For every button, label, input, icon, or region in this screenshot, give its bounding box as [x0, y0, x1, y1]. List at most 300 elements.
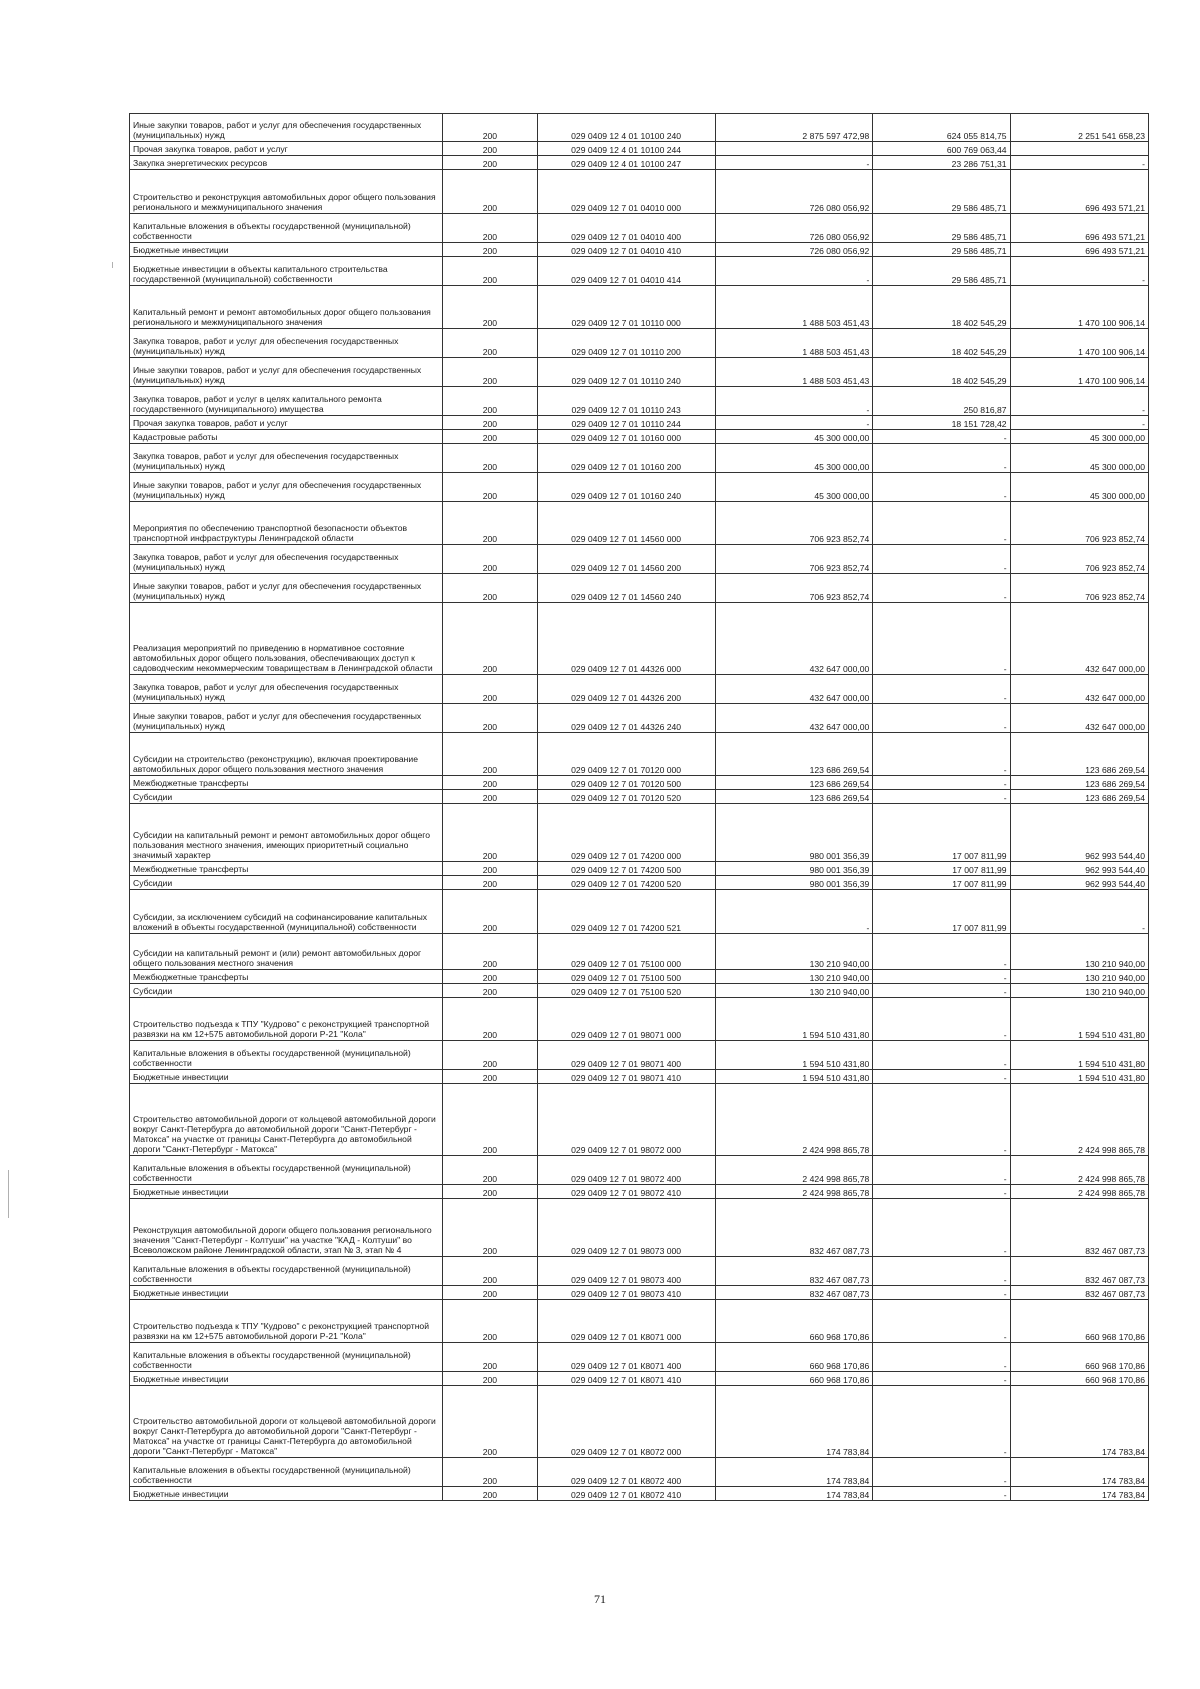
row-name-cell: Строительство и реконструкция автомобильных дорог общего пользования регионального и межмуниципального значения: [130, 170, 443, 214]
row-classifier-cell: 029 0409 12 7 01 10110 243: [537, 387, 715, 416]
row-code-cell: 200: [443, 444, 537, 473]
row-code-cell: 200: [443, 1300, 537, 1343]
table-row: [130, 934, 1149, 970]
row-remaining-amount-cell: 432 647 000,00: [1010, 603, 1148, 675]
row-remaining-amount-cell: 1 594 510 431,80: [1010, 1041, 1148, 1070]
row-approved-amount-cell: -: [715, 257, 873, 286]
row-code-cell: 200: [443, 170, 537, 214]
row-executed-amount-cell: -: [873, 970, 1010, 984]
row-executed-amount-cell: -: [873, 574, 1010, 603]
table-row: [130, 574, 1149, 603]
table-row: [130, 776, 1149, 790]
row-name-cell: Строительство подъезда к ТПУ "Кудрово" с реконструкцией транспортной развязки на км 12+575 автомобильной дороги Р-21 "Кола": [130, 998, 443, 1041]
table-row: [130, 890, 1149, 934]
row-executed-amount-cell: -: [873, 1185, 1010, 1199]
row-name-cell: Бюджетные инвестиции в объекты капитального строительства государственной (муниципальной) собственности: [130, 257, 443, 286]
row-code-cell: 200: [443, 876, 537, 890]
row-remaining-amount-cell: 660 968 170,86: [1010, 1343, 1148, 1372]
row-name-cell: Закупка товаров, работ и услуг для обеспечения государственных (муниципальных) нужд: [130, 444, 443, 473]
row-classifier-cell: 029 0409 12 4 01 10100 247: [537, 156, 715, 170]
row-remaining-amount-cell: -: [1010, 257, 1148, 286]
table-row: [130, 1386, 1149, 1458]
row-classifier-cell: 029 0409 12 7 01 04010 410: [537, 243, 715, 257]
row-approved-amount-cell: 432 647 000,00: [715, 675, 873, 704]
row-executed-amount-cell: -: [873, 1199, 1010, 1257]
row-name-cell: Закупка товаров, работ и услуг для обеспечения государственных (муниципальных) нужд: [130, 329, 443, 358]
row-approved-amount-cell: 432 647 000,00: [715, 603, 873, 675]
row-executed-amount-cell: -: [873, 1286, 1010, 1300]
table-row: [130, 1286, 1149, 1300]
row-remaining-amount-cell: 832 467 087,73: [1010, 1257, 1148, 1286]
row-executed-amount-cell: -: [873, 1300, 1010, 1343]
row-code-cell: 200: [443, 574, 537, 603]
table-row: [130, 243, 1149, 257]
row-approved-amount-cell: 980 001 356,39: [715, 862, 873, 876]
row-code-cell: 200: [443, 416, 537, 430]
row-executed-amount-cell: -: [873, 473, 1010, 502]
row-name-cell: Субсидии на строительство (реконструкцию), включая проектирование автомобильных дорог общего пользования местного значения: [130, 733, 443, 776]
row-code-cell: 200: [443, 1199, 537, 1257]
row-executed-amount-cell: -: [873, 1156, 1010, 1185]
row-code-cell: 200: [443, 998, 537, 1041]
row-classifier-cell: 029 0409 12 7 01 75100 500: [537, 970, 715, 984]
row-name-cell: Капитальные вложения в объекты государственной (муниципальной) собственности: [130, 1257, 443, 1286]
row-classifier-cell: 029 0409 12 7 01 74200 520: [537, 876, 715, 890]
row-remaining-amount-cell: 1 470 100 906,14: [1010, 286, 1148, 329]
row-executed-amount-cell: -: [873, 1084, 1010, 1156]
row-executed-amount-cell: 250 816,87: [873, 387, 1010, 416]
row-name-cell: Строительство автомобильной дороги от кольцевой автомобильной дороги вокруг Санкт-Петербурга до автомобильной дороги "Санкт-Петербург - Матокса" на участке от границы Санкт-Петербурга до автомобильной дороги "Санкт-Петербург - Матокса": [130, 1084, 443, 1156]
row-executed-amount-cell: -: [873, 502, 1010, 545]
row-code-cell: 200: [443, 1084, 537, 1156]
budget-execution-table: [129, 113, 1149, 1501]
row-remaining-amount-cell: 696 493 571,21: [1010, 214, 1148, 243]
row-code-cell: 200: [443, 1458, 537, 1487]
row-classifier-cell: 029 0409 12 4 01 10100 240: [537, 114, 715, 142]
table-row: [130, 214, 1149, 243]
row-name-cell: Субсидии: [130, 984, 443, 998]
row-classifier-cell: 029 0409 12 7 01 14560 200: [537, 545, 715, 574]
table-row: [130, 970, 1149, 984]
row-name-cell: Иные закупки товаров, работ и услуг для обеспечения государственных (муниципальных) нужд: [130, 473, 443, 502]
row-remaining-amount-cell: 174 783,84: [1010, 1487, 1148, 1501]
row-code-cell: 200: [443, 1487, 537, 1501]
row-name-cell: Капитальный ремонт и ремонт автомобильных дорог общего пользования регионального и межмуниципального значения: [130, 286, 443, 329]
row-approved-amount-cell: 123 686 269,54: [715, 790, 873, 804]
table-row: [130, 1041, 1149, 1070]
row-executed-amount-cell: -: [873, 545, 1010, 574]
row-executed-amount-cell: -: [873, 603, 1010, 675]
table-row: [130, 358, 1149, 387]
row-remaining-amount-cell: 45 300 000,00: [1010, 444, 1148, 473]
table-row: [130, 114, 1149, 142]
table-row: [130, 286, 1149, 329]
row-code-cell: 200: [443, 502, 537, 545]
row-approved-amount-cell: 2 424 998 865,78: [715, 1084, 873, 1156]
row-remaining-amount-cell: 660 968 170,86: [1010, 1372, 1148, 1386]
row-approved-amount-cell: 1 594 510 431,80: [715, 998, 873, 1041]
row-classifier-cell: 029 0409 12 7 01 44326 200: [537, 675, 715, 704]
row-code-cell: 200: [443, 214, 537, 243]
row-name-cell: Прочая закупка товаров, работ и услуг: [130, 416, 443, 430]
row-classifier-cell: 029 0409 12 7 01 10160 200: [537, 444, 715, 473]
row-code-cell: 200: [443, 1372, 537, 1386]
row-classifier-cell: 029 0409 12 7 01 14560 240: [537, 574, 715, 603]
row-remaining-amount-cell: 130 210 940,00: [1010, 984, 1148, 998]
row-code-cell: 200: [443, 1041, 537, 1070]
table-row: [130, 733, 1149, 776]
row-executed-amount-cell: -: [873, 1070, 1010, 1084]
table-row: [130, 545, 1149, 574]
table-row: [130, 502, 1149, 545]
row-name-cell: Закупка товаров, работ и услуг для обеспечения государственных (муниципальных) нужд: [130, 675, 443, 704]
table-row: [130, 387, 1149, 416]
row-classifier-cell: 029 0409 12 7 01 75100 520: [537, 984, 715, 998]
row-name-cell: Прочая закупка товаров, работ и услуг: [130, 142, 443, 156]
row-name-cell: Закупка товаров, работ и услуг для обеспечения государственных (муниципальных) нужд: [130, 545, 443, 574]
row-remaining-amount-cell: 432 647 000,00: [1010, 704, 1148, 733]
row-approved-amount-cell: 174 783,84: [715, 1386, 873, 1458]
row-classifier-cell: 029 0409 12 7 01 74200 000: [537, 804, 715, 862]
row-executed-amount-cell: -: [873, 704, 1010, 733]
row-code-cell: 200: [443, 862, 537, 876]
row-name-cell: Бюджетные инвестиции: [130, 1372, 443, 1386]
row-classifier-cell: 029 0409 12 7 01 74200 500: [537, 862, 715, 876]
table-row: [130, 1343, 1149, 1372]
table-row: [130, 1199, 1149, 1257]
row-classifier-cell: 029 0409 12 7 01 44326 000: [537, 603, 715, 675]
row-remaining-amount-cell: 832 467 087,73: [1010, 1286, 1148, 1300]
row-classifier-cell: 029 0409 12 7 01 75100 000: [537, 934, 715, 970]
row-executed-amount-cell: -: [873, 1343, 1010, 1372]
table-row: [130, 329, 1149, 358]
row-remaining-amount-cell: 962 993 544,40: [1010, 862, 1148, 876]
row-approved-amount-cell: 130 210 940,00: [715, 970, 873, 984]
row-code-cell: 200: [443, 387, 537, 416]
row-approved-amount-cell: 660 968 170,86: [715, 1372, 873, 1386]
row-executed-amount-cell: 18 402 545,29: [873, 358, 1010, 387]
row-remaining-amount-cell: 130 210 940,00: [1010, 970, 1148, 984]
row-executed-amount-cell: -: [873, 998, 1010, 1041]
row-code-cell: 200: [443, 286, 537, 329]
row-approved-amount-cell: 706 923 852,74: [715, 574, 873, 603]
row-name-cell: Иные закупки товаров, работ и услуг для обеспечения государственных (муниципальных) нужд: [130, 704, 443, 733]
row-remaining-amount-cell: 962 993 544,40: [1010, 876, 1148, 890]
table-row: [130, 675, 1149, 704]
row-code-cell: 200: [443, 329, 537, 358]
table-row: [130, 1458, 1149, 1487]
row-executed-amount-cell: 18 151 728,42: [873, 416, 1010, 430]
row-code-cell: 200: [443, 984, 537, 998]
row-approved-amount-cell: -: [715, 387, 873, 416]
row-code-cell: 200: [443, 776, 537, 790]
table-row: [130, 984, 1149, 998]
row-remaining-amount-cell: 130 210 940,00: [1010, 934, 1148, 970]
row-classifier-cell: 029 0409 12 7 01 К8071 400: [537, 1343, 715, 1372]
row-classifier-cell: 029 0409 12 7 01 98072 000: [537, 1084, 715, 1156]
row-code-cell: 200: [443, 1185, 537, 1199]
row-classifier-cell: 029 0409 12 7 01 14560 000: [537, 502, 715, 545]
row-approved-amount-cell: 726 080 056,92: [715, 214, 873, 243]
row-executed-amount-cell: -: [873, 1487, 1010, 1501]
row-code-cell: 200: [443, 733, 537, 776]
row-code-cell: 200: [443, 1257, 537, 1286]
row-classifier-cell: 029 0409 12 7 01 04010 414: [537, 257, 715, 286]
row-approved-amount-cell: 174 783,84: [715, 1487, 873, 1501]
row-code-cell: 200: [443, 970, 537, 984]
row-classifier-cell: 029 0409 12 7 01 98072 400: [537, 1156, 715, 1185]
table-row: [130, 473, 1149, 502]
row-code-cell: 200: [443, 142, 537, 156]
row-classifier-cell: 029 0409 12 4 01 10100 244: [537, 142, 715, 156]
row-remaining-amount-cell: 1 594 510 431,80: [1010, 998, 1148, 1041]
row-name-cell: Иные закупки товаров, работ и услуг для обеспечения государственных (муниципальных) нужд: [130, 114, 443, 142]
row-executed-amount-cell: 17 007 811,99: [873, 804, 1010, 862]
row-remaining-amount-cell: 696 493 571,21: [1010, 170, 1148, 214]
row-name-cell: Субсидии на капитальный ремонт и (или) ремонт автомобильных дорог общего пользования местного значения: [130, 934, 443, 970]
row-classifier-cell: 029 0409 12 7 01 10160 240: [537, 473, 715, 502]
table-row: [130, 1372, 1149, 1386]
row-executed-amount-cell: 29 586 485,71: [873, 170, 1010, 214]
row-approved-amount-cell: 45 300 000,00: [715, 444, 873, 473]
row-name-cell: Строительство автомобильной дороги от кольцевой автомобильной дороги вокруг Санкт-Петербурга до автомобильной дороги "Санкт-Петербург - Матокса" на участке от границы Санкт-Петербурга до автомобильной дороги "Санкт-Петербург - Матокса": [130, 1386, 443, 1458]
row-remaining-amount-cell: 432 647 000,00: [1010, 675, 1148, 704]
row-classifier-cell: 029 0409 12 7 01 70120 000: [537, 733, 715, 776]
row-approved-amount-cell: 1 488 503 451,43: [715, 329, 873, 358]
row-remaining-amount-cell: 2 424 998 865,78: [1010, 1156, 1148, 1185]
row-classifier-cell: 029 0409 12 7 01 70120 520: [537, 790, 715, 804]
row-remaining-amount-cell: 706 923 852,74: [1010, 574, 1148, 603]
row-classifier-cell: 029 0409 12 7 01 98071 000: [537, 998, 715, 1041]
row-executed-amount-cell: -: [873, 934, 1010, 970]
row-executed-amount-cell: 600 769 063,44: [873, 142, 1010, 156]
row-approved-amount-cell: -: [715, 156, 873, 170]
row-approved-amount-cell: 980 001 356,39: [715, 876, 873, 890]
row-approved-amount-cell: 45 300 000,00: [715, 473, 873, 502]
row-classifier-cell: 029 0409 12 7 01 К8072 410: [537, 1487, 715, 1501]
table-row: [130, 1257, 1149, 1286]
row-executed-amount-cell: 17 007 811,99: [873, 890, 1010, 934]
row-name-cell: Капитальные вложения в объекты государственной (муниципальной) собственности: [130, 1343, 443, 1372]
row-remaining-amount-cell: 2 424 998 865,78: [1010, 1185, 1148, 1199]
row-approved-amount-cell: 1 488 503 451,43: [715, 286, 873, 329]
row-code-cell: 200: [443, 358, 537, 387]
row-remaining-amount-cell: 2 424 998 865,78: [1010, 1084, 1148, 1156]
table-row: [130, 862, 1149, 876]
row-approved-amount-cell: 174 783,84: [715, 1458, 873, 1487]
table-row: [130, 1487, 1149, 1501]
row-code-cell: 200: [443, 704, 537, 733]
row-classifier-cell: 029 0409 12 7 01 98073 400: [537, 1257, 715, 1286]
row-approved-amount-cell: 660 968 170,86: [715, 1300, 873, 1343]
row-executed-amount-cell: 29 586 485,71: [873, 243, 1010, 257]
row-name-cell: Субсидии: [130, 876, 443, 890]
row-approved-amount-cell: 706 923 852,74: [715, 502, 873, 545]
row-executed-amount-cell: -: [873, 1257, 1010, 1286]
row-executed-amount-cell: -: [873, 1386, 1010, 1458]
row-name-cell: Субсидии, за исключением субсидий на софинансирование капитальных вложений в объекты государственной (муниципальной) собственности: [130, 890, 443, 934]
row-remaining-amount-cell: -: [1010, 890, 1148, 934]
row-code-cell: 200: [443, 1286, 537, 1300]
row-code-cell: 200: [443, 114, 537, 142]
row-code-cell: 200: [443, 156, 537, 170]
row-classifier-cell: 029 0409 12 7 01 10110 240: [537, 358, 715, 387]
row-executed-amount-cell: -: [873, 430, 1010, 444]
table-row: [130, 1300, 1149, 1343]
row-code-cell: 200: [443, 603, 537, 675]
row-code-cell: 200: [443, 1386, 537, 1458]
scan-artifact: [8, 1170, 9, 1218]
row-code-cell: 200: [443, 804, 537, 862]
row-approved-amount-cell: 2 424 998 865,78: [715, 1156, 873, 1185]
table-body: [130, 114, 1149, 1501]
row-remaining-amount-cell: 123 686 269,54: [1010, 776, 1148, 790]
row-approved-amount-cell: -: [715, 890, 873, 934]
row-classifier-cell: 029 0409 12 7 01 К8072 400: [537, 1458, 715, 1487]
row-code-cell: 200: [443, 790, 537, 804]
row-name-cell: Бюджетные инвестиции: [130, 1487, 443, 1501]
row-classifier-cell: 029 0409 12 7 01 98071 400: [537, 1041, 715, 1070]
table-row: [130, 1185, 1149, 1199]
row-code-cell: 200: [443, 1070, 537, 1084]
row-approved-amount-cell: 726 080 056,92: [715, 170, 873, 214]
row-name-cell: Мероприятия по обеспечению транспортной безопасности объектов транспортной инфраструктуры Ленинградской области: [130, 502, 443, 545]
row-executed-amount-cell: -: [873, 444, 1010, 473]
table-row: [130, 257, 1149, 286]
row-classifier-cell: 029 0409 12 7 01 74200 521: [537, 890, 715, 934]
row-remaining-amount-cell: 123 686 269,54: [1010, 790, 1148, 804]
row-name-cell: Субсидии: [130, 790, 443, 804]
row-approved-amount-cell: 432 647 000,00: [715, 704, 873, 733]
row-approved-amount-cell: 2 424 998 865,78: [715, 1185, 873, 1199]
scan-artifact: [112, 262, 113, 268]
row-approved-amount-cell: 832 467 087,73: [715, 1257, 873, 1286]
row-classifier-cell: 029 0409 12 7 01 10110 200: [537, 329, 715, 358]
row-remaining-amount-cell: -: [1010, 387, 1148, 416]
row-remaining-amount-cell: 174 783,84: [1010, 1386, 1148, 1458]
table-row: [130, 170, 1149, 214]
row-executed-amount-cell: 23 286 751,31: [873, 156, 1010, 170]
row-remaining-amount-cell: 962 993 544,40: [1010, 804, 1148, 862]
row-classifier-cell: 029 0409 12 7 01 44326 240: [537, 704, 715, 733]
row-approved-amount-cell: 130 210 940,00: [715, 934, 873, 970]
row-approved-amount-cell: 832 467 087,73: [715, 1199, 873, 1257]
table-row: [130, 142, 1149, 156]
row-approved-amount-cell: 706 923 852,74: [715, 545, 873, 574]
row-remaining-amount-cell: 174 783,84: [1010, 1458, 1148, 1487]
row-executed-amount-cell: -: [873, 776, 1010, 790]
row-remaining-amount-cell: 832 467 087,73: [1010, 1199, 1148, 1257]
row-classifier-cell: 029 0409 12 7 01 10160 000: [537, 430, 715, 444]
row-executed-amount-cell: 29 586 485,71: [873, 214, 1010, 243]
row-code-cell: 200: [443, 675, 537, 704]
row-approved-amount-cell: 660 968 170,86: [715, 1343, 873, 1372]
row-name-cell: Иные закупки товаров, работ и услуг для обеспечения государственных (муниципальных) нужд: [130, 358, 443, 387]
row-executed-amount-cell: -: [873, 733, 1010, 776]
row-executed-amount-cell: -: [873, 675, 1010, 704]
row-classifier-cell: 029 0409 12 7 01 К8072 000: [537, 1386, 715, 1458]
row-code-cell: 200: [443, 545, 537, 574]
row-name-cell: Капитальные вложения в объекты государственной (муниципальной) собственности: [130, 1458, 443, 1487]
row-code-cell: 200: [443, 1343, 537, 1372]
row-remaining-amount-cell: 706 923 852,74: [1010, 545, 1148, 574]
table-row: [130, 416, 1149, 430]
row-name-cell: Субсидии на капитальный ремонт и ремонт автомобильных дорог общего пользования местного значения, имеющих приоритетный социально значимый характер: [130, 804, 443, 862]
row-classifier-cell: 029 0409 12 7 01 04010 000: [537, 170, 715, 214]
table-row: [130, 1084, 1149, 1156]
row-approved-amount-cell: 726 080 056,92: [715, 243, 873, 257]
row-remaining-amount-cell: 1 470 100 906,14: [1010, 358, 1148, 387]
row-classifier-cell: 029 0409 12 7 01 10110 244: [537, 416, 715, 430]
row-executed-amount-cell: 29 586 485,71: [873, 257, 1010, 286]
row-approved-amount-cell: -: [715, 416, 873, 430]
row-remaining-amount-cell: 2 251 541 658,23: [1010, 114, 1148, 142]
row-classifier-cell: 029 0409 12 7 01 10110 000: [537, 286, 715, 329]
row-executed-amount-cell: 17 007 811,99: [873, 876, 1010, 890]
row-name-cell: Межбюджетные трансферты: [130, 862, 443, 876]
row-classifier-cell: 029 0409 12 7 01 98073 000: [537, 1199, 715, 1257]
table-row: [130, 704, 1149, 733]
table-row: [130, 444, 1149, 473]
row-remaining-amount-cell: 45 300 000,00: [1010, 430, 1148, 444]
row-name-cell: Бюджетные инвестиции: [130, 1185, 443, 1199]
row-remaining-amount-cell: 1 470 100 906,14: [1010, 329, 1148, 358]
row-name-cell: Межбюджетные трансферты: [130, 776, 443, 790]
row-code-cell: 200: [443, 257, 537, 286]
row-approved-amount-cell: 1 594 510 431,80: [715, 1070, 873, 1084]
row-executed-amount-cell: -: [873, 790, 1010, 804]
row-executed-amount-cell: 18 402 545,29: [873, 286, 1010, 329]
row-name-cell: Бюджетные инвестиции: [130, 1286, 443, 1300]
row-code-cell: 200: [443, 473, 537, 502]
row-name-cell: Кадастровые работы: [130, 430, 443, 444]
row-remaining-amount-cell: 660 968 170,86: [1010, 1300, 1148, 1343]
row-classifier-cell: 029 0409 12 7 01 98073 410: [537, 1286, 715, 1300]
row-classifier-cell: 029 0409 12 7 01 98071 410: [537, 1070, 715, 1084]
row-remaining-amount-cell: 123 686 269,54: [1010, 733, 1148, 776]
row-code-cell: 200: [443, 890, 537, 934]
row-name-cell: Реконструкция автомобильной дороги общего пользования регионального значения "Санкт-Петербург - Колтуши" на участке "КАД - Колтуши" во Всеволожском районе Ленинградской области, этап № 3, этап № 4: [130, 1199, 443, 1257]
row-approved-amount-cell: 123 686 269,54: [715, 776, 873, 790]
row-executed-amount-cell: 18 402 545,29: [873, 329, 1010, 358]
row-approved-amount-cell: 1 488 503 451,43: [715, 358, 873, 387]
page-number: 71: [594, 1592, 606, 1606]
table-row: [130, 1070, 1149, 1084]
row-approved-amount-cell: [715, 142, 873, 156]
table-row: [130, 156, 1149, 170]
row-name-cell: Бюджетные инвестиции: [130, 243, 443, 257]
row-remaining-amount-cell: 706 923 852,74: [1010, 502, 1148, 545]
table-row: [130, 603, 1149, 675]
row-executed-amount-cell: -: [873, 984, 1010, 998]
row-executed-amount-cell: -: [873, 1372, 1010, 1386]
row-name-cell: Реализация мероприятий по приведению в нормативное состояние автомобильных дорог общего пользования, обеспечивающих доступ к садоводческим некоммерческим товариществам в Ленинградской области: [130, 603, 443, 675]
row-approved-amount-cell: 2 875 597 472,98: [715, 114, 873, 142]
row-executed-amount-cell: -: [873, 1458, 1010, 1487]
row-remaining-amount-cell: -: [1010, 416, 1148, 430]
row-classifier-cell: 029 0409 12 7 01 К8071 410: [537, 1372, 715, 1386]
row-executed-amount-cell: 624 055 814,75: [873, 114, 1010, 142]
table-row: [130, 1156, 1149, 1185]
row-executed-amount-cell: 17 007 811,99: [873, 862, 1010, 876]
table-row: [130, 790, 1149, 804]
row-classifier-cell: 029 0409 12 7 01 98072 410: [537, 1185, 715, 1199]
table-row: [130, 876, 1149, 890]
table-row: [130, 804, 1149, 862]
row-approved-amount-cell: 123 686 269,54: [715, 733, 873, 776]
row-code-cell: 200: [443, 243, 537, 257]
row-name-cell: Межбюджетные трансферты: [130, 970, 443, 984]
